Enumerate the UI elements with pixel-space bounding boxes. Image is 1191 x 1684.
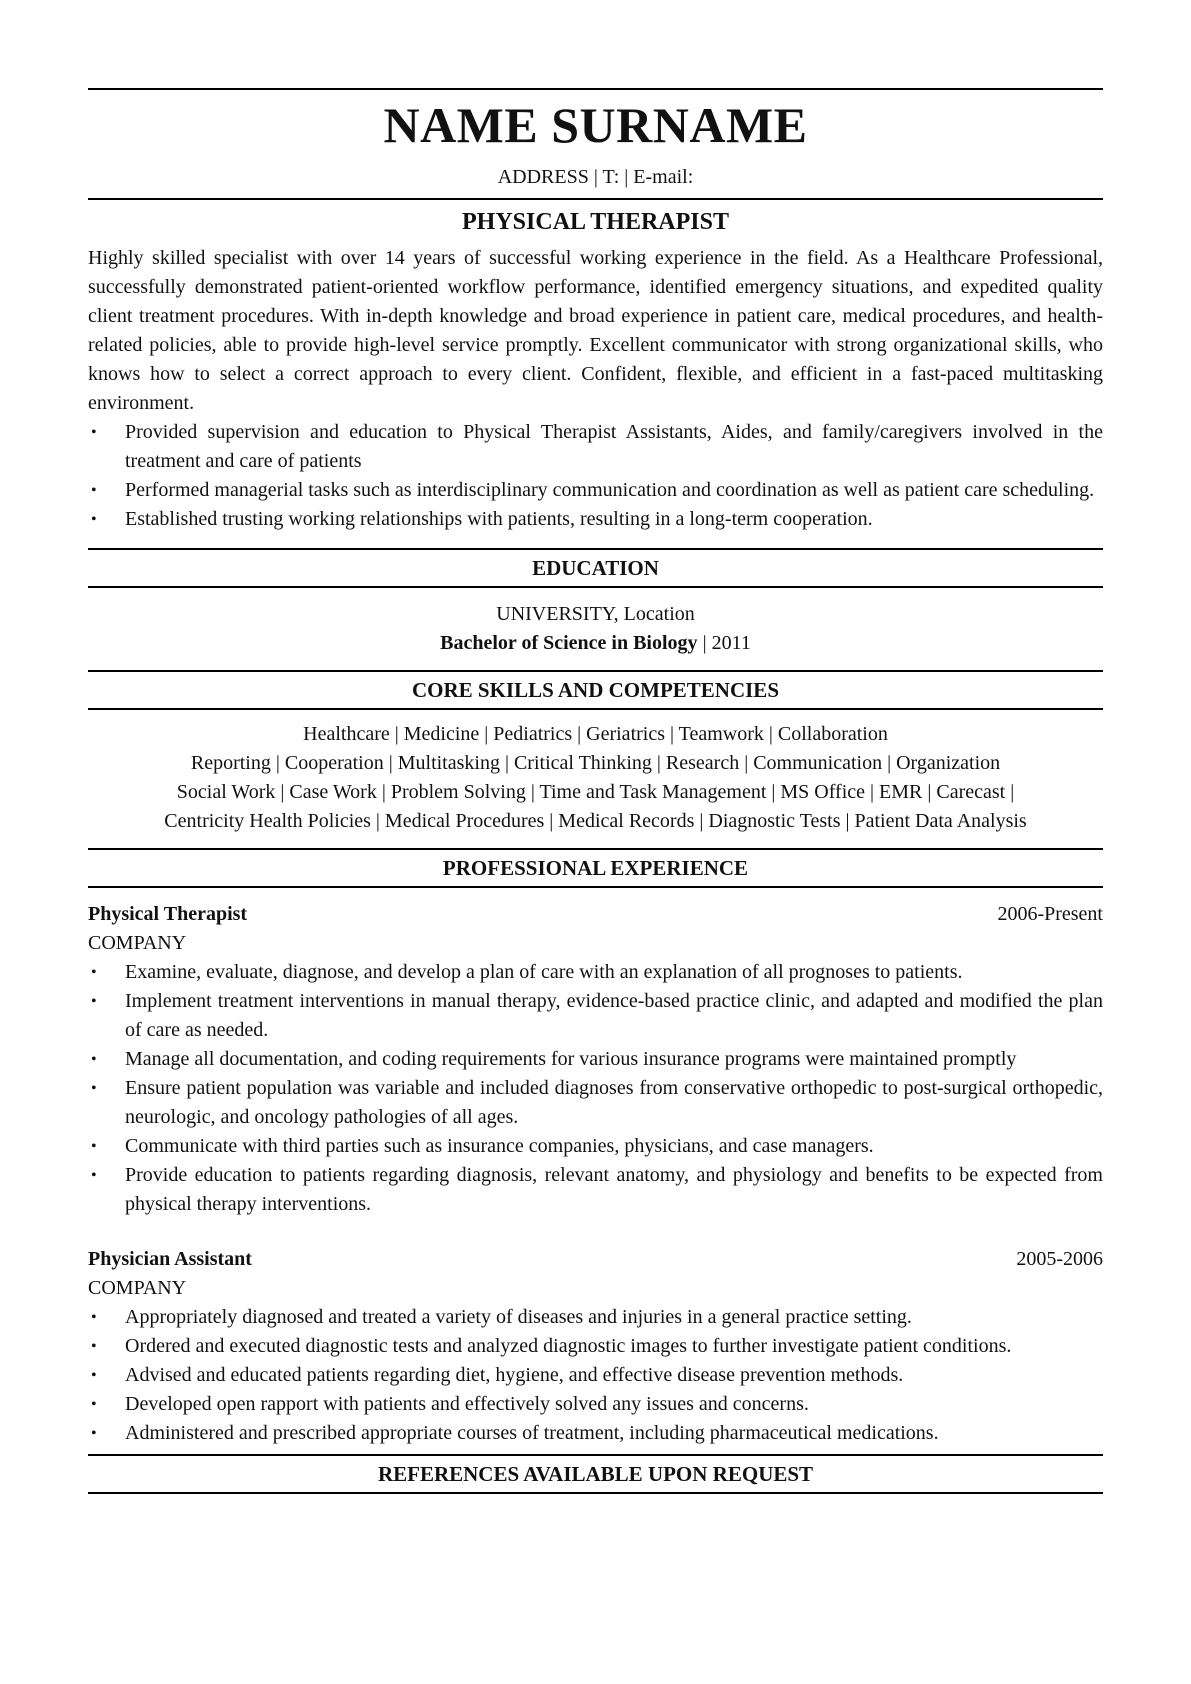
summary-bullets bbox=[88, 418, 1103, 534]
list-item: • Developed open rapport with patients and effectively solved any issues and concerns. bbox=[88, 1390, 1103, 1419]
summary-paragraph: Highly skilled specialist with over 14 years of successful working experience in the field. As a Healthcare Professional, successfully demonstrated patient-oriented workflow performance, identified emergency situations, and expedited quality client treatment procedures. With in-depth knowledge and broad experience in patient care, medical procedures, and health-related policies, able to provide high-level service promptly. Excellent communicator with strong organizational skills, who knows how to select a correct approach to every client. Confident, flexible, and efficient in a fast-paced multitasking environment. bbox=[88, 247, 1103, 414]
education-degree-line bbox=[88, 629, 1103, 658]
job-dates: 2006-Present bbox=[997, 903, 1103, 925]
skills-heading: CORE SKILLS AND COMPETENCIES bbox=[412, 678, 779, 702]
bullet-icon: • bbox=[91, 993, 97, 1010]
references-note: REFERENCES AVAILABLE UPON REQUEST bbox=[377, 1462, 814, 1486]
list-item: • Administered and prescribed appropriate courses of treatment, including pharmaceutical medications. bbox=[88, 1419, 1103, 1448]
bullet-icon: • bbox=[91, 1138, 97, 1155]
education-year: | 2011 bbox=[697, 632, 751, 654]
top-rule bbox=[88, 88, 1103, 90]
list-item: • Appropriately diagnosed and treated a variety of diseases and injuries in a general practice setting. bbox=[88, 1303, 1103, 1332]
skills-list bbox=[88, 720, 1103, 836]
list-item: • Communicate with third parties such as insurance companies, physicians, and case managers. bbox=[88, 1132, 1103, 1161]
bullet-icon: • bbox=[91, 1080, 97, 1097]
job-entry bbox=[88, 1245, 1103, 1448]
experience-heading: PROFESSIONAL EXPERIENCE bbox=[442, 856, 749, 880]
list-item: • Examine, evaluate, diagnose, and develop a plan of care with an explanation of all prognoses to patients. bbox=[88, 958, 1103, 987]
list-item: • Performed managerial tasks such as interdisciplinary communication and coordination as well as patient care scheduling. bbox=[88, 476, 1103, 505]
list-item: • Advised and educated patients regarding diet, hygiene, and effective disease prevention methods. bbox=[88, 1361, 1103, 1390]
job-company: COMPANY bbox=[88, 932, 187, 954]
bullet-icon: • bbox=[91, 1309, 97, 1326]
bullet-icon: • bbox=[91, 964, 97, 981]
skills-line: Healthcare | Medicine | Pediatrics | Geriatrics | Teamwork | Collaboration bbox=[303, 723, 888, 745]
list-item: • Implement treatment interventions in manual therapy, evidence-based practice clinic, and adapted and modified the plan of care as needed. bbox=[88, 987, 1103, 1045]
skills-line: Social Work | Case Work | Problem Solving | Time and Task Management | MS Office | EMR | Carecast | bbox=[176, 781, 1015, 803]
job-title: Physical Therapist bbox=[88, 903, 248, 925]
bullet-icon: • bbox=[91, 1051, 97, 1068]
job-bullets bbox=[88, 958, 1103, 1219]
job-title-heading: PHYSICAL THERAPIST bbox=[462, 209, 729, 235]
education-school: UNIVERSITY, Location bbox=[496, 603, 695, 625]
contact-line: ADDRESS | T: | E-mail: bbox=[497, 166, 694, 188]
job-header bbox=[88, 1245, 1103, 1274]
bullet-icon: • bbox=[91, 482, 97, 499]
education-degree: Bachelor of Science in Biology bbox=[440, 632, 698, 654]
resume-page bbox=[88, 88, 1103, 1494]
list-item: • Provide education to patients regarding diagnosis, relevant anatomy, and physiology and benefits to be expected from physical therapy interventions. bbox=[88, 1161, 1103, 1219]
list-item: • Manage all documentation, and coding requirements for various insurance programs were maintained promptly bbox=[88, 1045, 1103, 1074]
list-item: • Ensure patient population was variable and included diagnoses from conservative orthopedic to post-surgical orthopedic, neurologic, and oncology pathologies of all ages. bbox=[88, 1074, 1103, 1132]
bullet-icon: • bbox=[91, 1367, 97, 1384]
job-title: Physician Assistant bbox=[88, 1248, 252, 1270]
job-dates: 2005-2006 bbox=[1016, 1248, 1103, 1270]
bullet-icon: • bbox=[91, 1338, 97, 1355]
skills-line: Centricity Health Policies | Medical Procedures | Medical Records | Diagnostic Tests | Patient Data Analysis bbox=[164, 810, 1027, 832]
job-bullets bbox=[88, 1303, 1103, 1448]
list-item: • Provided supervision and education to Physical Therapist Assistants, Aides, and family/caregivers involved in the treatment and care of patients bbox=[88, 418, 1103, 476]
bullet-icon: • bbox=[91, 424, 97, 441]
list-item: • Established trusting working relationships with patients, resulting in a long-term cooperation. bbox=[88, 505, 1103, 534]
bullet-icon: • bbox=[91, 511, 97, 528]
job-entry bbox=[88, 900, 1103, 1219]
references-rule-bottom bbox=[88, 1492, 1103, 1494]
job-company: COMPANY bbox=[88, 1277, 187, 1299]
bullet-icon: • bbox=[91, 1396, 97, 1413]
list-item: • Ordered and executed diagnostic tests and analyzed diagnostic images to further investigate patient conditions. bbox=[88, 1332, 1103, 1361]
job-header bbox=[88, 900, 1103, 929]
education-heading: EDUCATION bbox=[532, 556, 659, 580]
skills-line: Reporting | Cooperation | Multitasking | Critical Thinking | Research | Communication | Organization bbox=[190, 752, 1001, 774]
candidate-name: NAME SURNAME bbox=[383, 97, 808, 153]
bullet-icon: • bbox=[91, 1167, 97, 1184]
bullet-icon: • bbox=[91, 1425, 97, 1442]
